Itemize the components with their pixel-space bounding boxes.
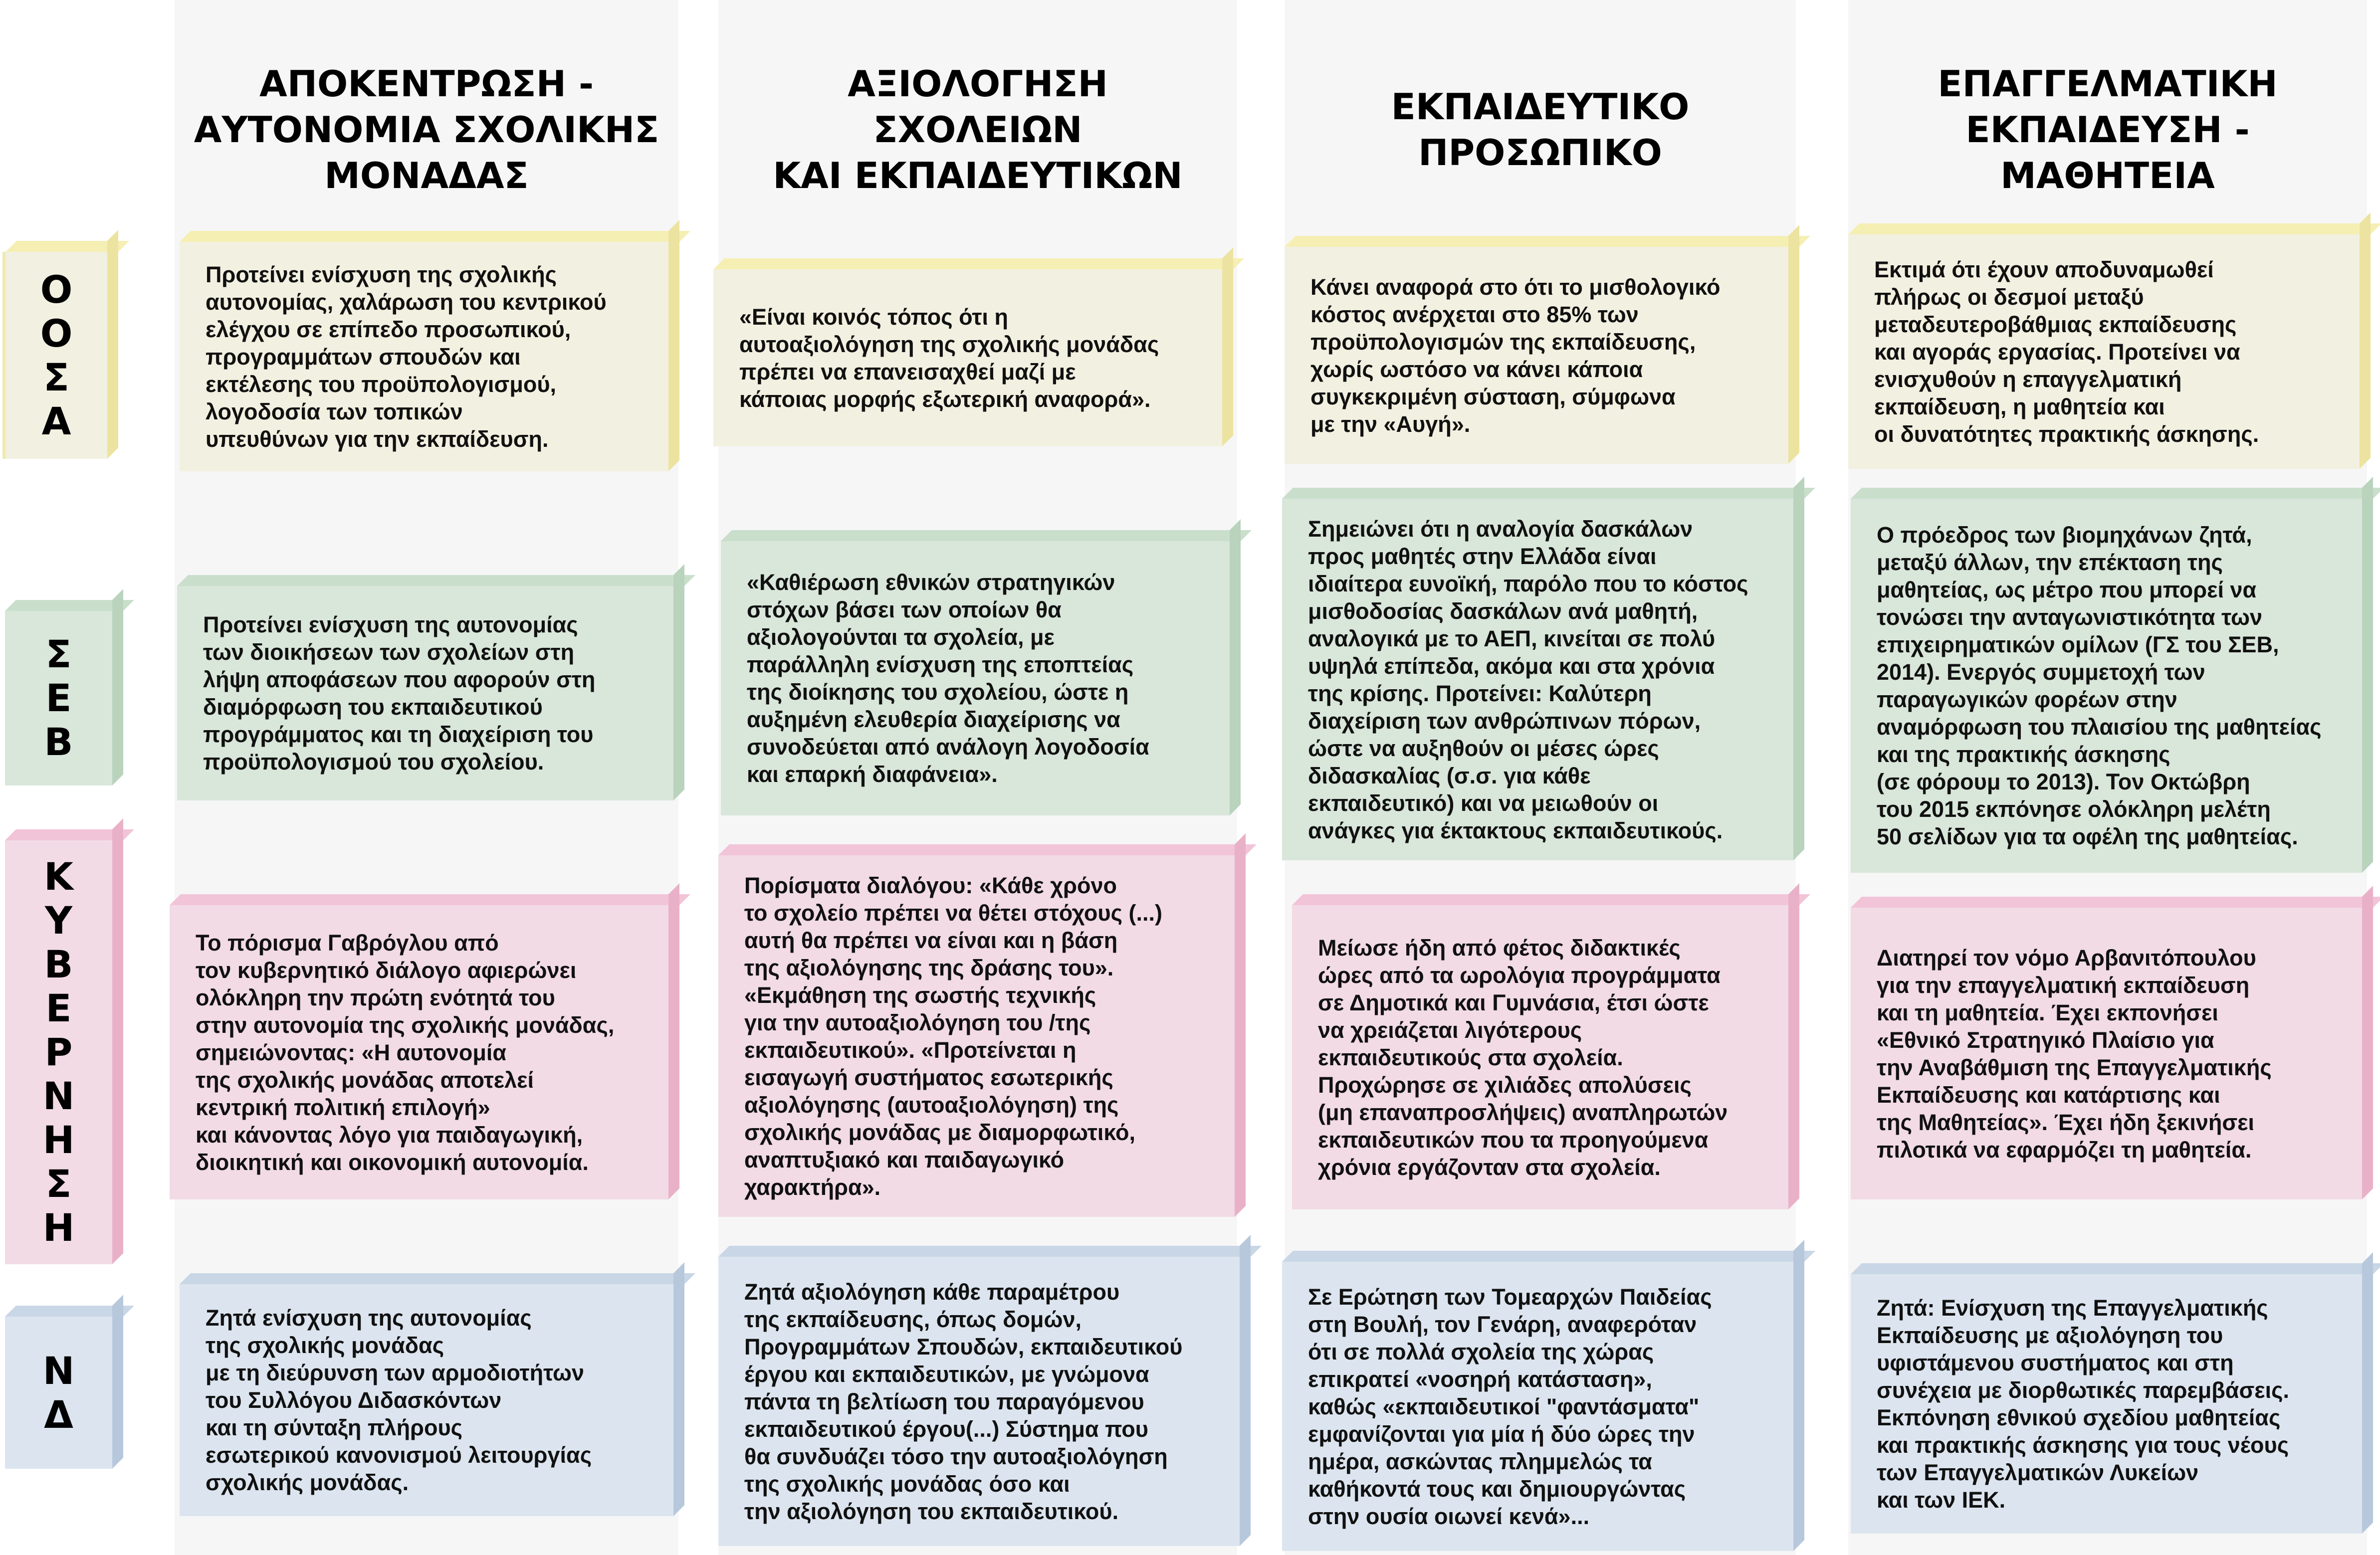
cell-oosa-decentralization: Προτείνει ενίσχυση της σχολικής αυτονομίας, χαλάρωση του κεντρικού ελέγχου σε επίπεδο προσωπικού, προγραμμάτων σπουδών και εκτέλεσης του προϋπολογισμού, λογοδοσία των τοπικών υπευθύνων για την εκπαίδευση.: [180, 242, 668, 471]
row-letter: Ο: [40, 267, 73, 312]
cell-gov-vocational: Διατηρεί τον νόμο Αρβανιτόπουλου για την επαγγελματική εκπαίδευση και τη μαθητεία. Έχει εκπονήσει «Εθνικό Στρατηγικό Πλαίσιο για την Αναβάθμιση της Επαγγελματικής Εκπαίδευσης και κατάρτισης και της Μαθητείας». Έχει ήδη ξεκινήσει πιλοτικά να εφαρμόζει τη μαθητεία.: [1851, 908, 2362, 1199]
row-label-oosa: [2, 252, 107, 459]
cell-oosa-staff: Κάνει αναφορά στο ότι το μισθολογικό κόστος ανέρχεται στο 85% των προϋπολογισμών της εκπαίδευσης, χωρίς ωστόσο να κάνει κάποια συγκεκριμένη σύσταση, σύμφωνα με την «Αυγή».: [1285, 247, 1788, 464]
row-letter: Σ: [43, 355, 69, 399]
row-letter: Δ: [44, 1392, 73, 1437]
row-letter: Κ: [44, 854, 73, 899]
cell-nd-staff: Σε Ερώτηση των Τομεαρχών Παιδείας στη Βουλή, τον Γενάρη, αναφερόταν ότι σε πολλά σχολεία της χώρας επικρατεί «νοσηρή κατάσταση», καθώς «εκπαιδευτικοί "φαντάσματα" εμφανίζονται για μία ή δύο ώρες την ημέρα, ασκώντας πλημμελώς τα καθήκοντά τους και δημιουργώντας στην ουσία οιωνεί κενά»...: [1282, 1262, 1793, 1551]
cell-seb-evaluation: «Καθιέρωση εθνικών στρατηγικών στόχων βάσει των οποίων θα αξιολογούνται τα σχολεία, με παράλληλη ενίσχυση της εποπτείας της διοίκησης του σχολείου, ώστε η αυξημένη ελευθερία διαχείρισης να συνοδεύεται από ανάλογη λογοδοσία και επαρκή διαφάνεια».: [721, 541, 1230, 815]
row-letter: Υ: [44, 898, 73, 943]
column-header-vocational: ΕΠΑΓΓΕΛΜΑΤΙΚΗ ΕΚΠΑΙΔΕΥΣΗ - ΜΑΘΗΤΕΙΑ: [1938, 63, 2278, 196]
cell-seb-staff: Σημειώνει ότι η αναλογία δασκάλων προς μαθητές στην Ελλάδα είναι ιδιαίτερα ευνοϊκή, παρόλο που το κόστος μισθοδοσίας δασκάλων ανά μαθητή, αναλογικά με το ΑΕΠ, κινείται σε πολύ υψηλά επίπεδα, ακόμα και στα χρόνια της κρίσης. Προτείνει: Καλύτερη διαχείριση των ανθρώπινων πόρων, ώστε να αυξηθούν οι μέσες ώρες διδασκαλίας (σ.σ. για κάθε εκπαιδευτικό) και να μειωθούν οι ανάγκες για έκτακτους εκπαιδευτικούς.: [1282, 499, 1793, 860]
row-letter: Ν: [42, 1074, 75, 1118]
cell-nd-vocational: Ζητά: Ενίσχυση της Επαγγελματικής Εκπαίδευσης με αξιολόγηση του υφιστάμενου συστήματος και στη συνέχεια με διορθωτικές παρεμβάσεις. Εκπόνηση εθνικού σχεδίου μαθητείας και πρακτικής άσκησης για τους νέους των Επαγγελματικών Λυκείων και των ΙΕΚ.: [1851, 1274, 2362, 1534]
row-letter: Σ: [45, 632, 72, 676]
cell-oosa-evaluation: «Είναι κοινός τόπος ότι η αυτοαξιολόγηση της σχολικής μονάδας πρέπει να επανεισαχθεί μαζί με κάποιας μορφής εξωτερική αναφορά».: [713, 269, 1222, 446]
cell-gov-decentralization: Το πόρισμα Γαβρόγλου από τον κυβερνητικό διάλογο αφιερώνει ολόκληρη την πρώτη ενότητά του στην αυτονομία της σχολικής μονάδας, σημειώνοντας: «Η αυτονομία της σχολικής μονάδας αποτελεί κεντρική πολιτική επιλογή» και κάνοντας λόγο για παιδαγωγική, διοικητική και οικονομική αυτονομία.: [170, 905, 668, 1199]
row-letter: Η: [42, 1205, 75, 1250]
row-letter: Ρ: [44, 1030, 73, 1074]
row-letter: Ο: [40, 311, 73, 356]
cell-nd-decentralization: Ζητά ενίσχυση της αυτονομίας της σχολικής μονάδας με τη διεύρυνση των αρμοδιοτήτων του Συλλόγου Διδασκόντων και τη σύνταξη πλήρους εσωτερικού κανονισμού λειτουργίας σχολικής μονάδας.: [180, 1284, 673, 1516]
row-letter: Β: [44, 720, 73, 764]
row-letter: Η: [42, 1118, 75, 1162]
column-header-decentralization: ΑΠΟΚΕΝΤΡΩΣΗ - ΑΥΤΟΝΟΜΙΑ ΣΧΟΛΙΚΗΣ ΜΟΝΑΔΑΣ: [194, 63, 659, 196]
cell-seb-vocational: Ο πρόεδρος των βιομηχάνων ζητά, μεταξύ άλλων, την επέκταση της μαθητείας, ως μέτρο που μπορεί να τονώσει την ανταγωνιστικότητα των επιχειρηματικών ομίλων (ΓΣ του ΣΕΒ, 2014). Ενεργός συμμετοχή των παραγωγικών φορέων στην αναμόρφωση του πλαισίου της μαθητείας και της πρακτικής άσκησης (σε φόρουμ το 2013). Τον Οκτώβρη του 2015 εκπόνησε ολόκληρη μελέτη 50 σελίδων για τα οφέλη της μαθητείας.: [1851, 499, 2362, 873]
row-label-nd: [5, 1317, 112, 1469]
row-letter: Σ: [45, 1162, 72, 1206]
row-letter: Ε: [45, 676, 72, 720]
cell-seb-decentralization: Προτείνει ενίσχυση της αυτονομίας των διοικήσεων των σχολείων στη λήψη αποφάσεων που αφορούν στη διαμόρφωση του εκπαιδευτικού προγράμματος και τη διαχείριση του προϋπολογισμού του σχολείου.: [177, 586, 673, 800]
cell-nd-evaluation: Ζητά αξιολόγηση κάθε παραμέτρου της εκπαίδευσης, όπως δομών, Προγραμμάτων Σπουδών, εκπαιδευτικού έργου και εκπαιδευτικών, με γνώμονα πάντα τη βελτίωση του παραγόμενου εκπαιδευτικού έργου(...) Σύστημα που θα συνδυάζει τόσο την αυτοαξιολόγηση της σχολικής μονάδας όσο και την αξιολόγηση του εκπαιδευτικού.: [718, 1257, 1240, 1546]
row-label-seb: [5, 611, 112, 785]
row-label-government: [5, 840, 112, 1264]
row-letter: Ν: [42, 1348, 75, 1393]
row-letter: Β: [44, 942, 73, 986]
row-letter: Α: [41, 398, 71, 443]
column-header-staff: ΕΚΠΑΙΔΕΥΤΙΚΟ ΠΡΟΣΩΠΙΚΟ: [1391, 86, 1690, 174]
cell-gov-staff: Μείωσε ήδη από φέτος διδακτικές ώρες από τα ωρολόγια προγράμματα σε Δημοτικά και Γυμνάσια, έτσι ώστε να χρειάζεται λιγότερους εκπαιδευτικούς στα σχολεία. Προχώρησε σε χιλιάδες απολύσεις (μη επαναπροσλήψεις) αναπληρωτών εκπαιδευτικών που τα προηγούμενα χρόνια εργάζονταν στα σχολεία.: [1292, 905, 1788, 1209]
column-header-evaluation: ΑΞΙΟΛΟΓΗΣΗ ΣΧΟΛΕΙΩΝ ΚΑΙ ΕΚΠΑΙΔΕΥΤΙΚΩΝ: [773, 63, 1183, 196]
cell-oosa-vocational: Εκτιμά ότι έχουν αποδυναμωθεί πλήρως οι δεσμοί μεταξύ μεταδευτεροβάθμιας εκπαίδευσης και αγοράς εργασίας. Προτείνει να ενισχυθούν η επαγγελματική εκπαίδευση, η μαθητεία και οι δυνατότητες πρακτικής άσκησης.: [1848, 234, 2360, 469]
row-letter: Ε: [45, 986, 72, 1030]
cell-gov-evaluation: Πορίσματα διαλόγου: «Κάθε χρόνο το σχολείο πρέπει να θέτει στόχους (...) αυτή θα πρέπει να είναι και η βάση της αξιολόγησης της δράσης του». «Εκμάθηση της σωστής τεχνικής για την αυτοαξιολόγηση του /της εκπαιδευτικού». «Προτείνεται η εισαγωγή συστήματος εσωτερικής αξιολόγησης (αυτοαξιολόγηση) της σχολικής μονάδας με διαμορφωτικό, αναπτυξιακό και παιδαγωγικό χαρακτήρα».: [718, 855, 1235, 1217]
